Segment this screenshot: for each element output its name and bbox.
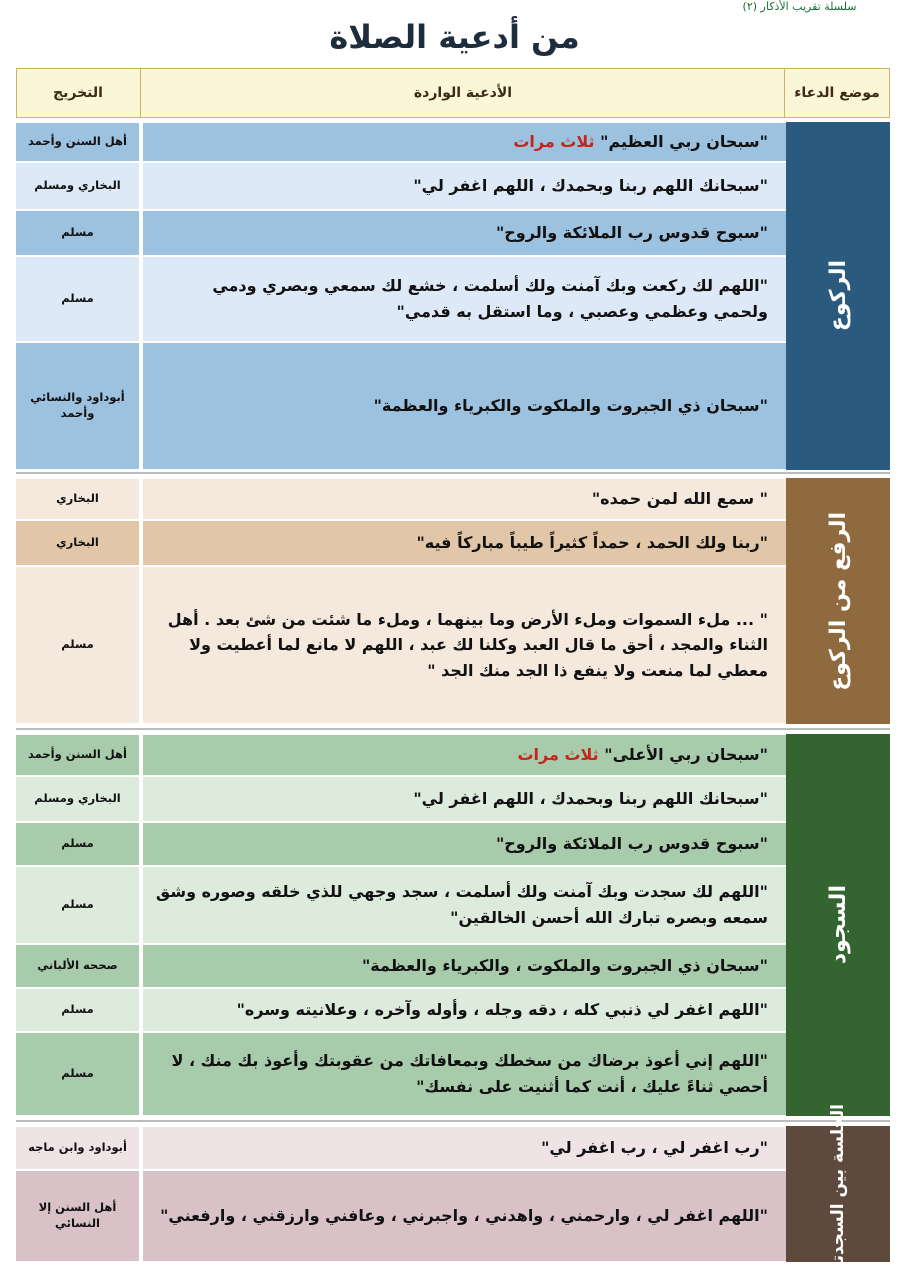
table-row bbox=[16, 162, 786, 210]
source-text: البخاري ومسلم bbox=[16, 777, 139, 821]
source-text: أهل السنن وأحمد bbox=[16, 123, 139, 161]
table-row bbox=[16, 776, 786, 822]
repeat-note: ثلاث مرات bbox=[513, 132, 595, 152]
dua-text: "اللهم إني أعوذ برضاك من سخطك وبمعافاتك من عقوبتك وأعوذ بك منك ، لا أحصي ثناءً عليك ، أنت كما أثنيت على نفسك" bbox=[143, 1033, 786, 1115]
dua-text: "سبحان ربي العظيم" ثلاث مرات bbox=[143, 123, 786, 161]
duas-table bbox=[16, 62, 890, 1284]
table-header bbox=[16, 68, 890, 118]
dua-text: " سمع الله لمن حمده" bbox=[143, 479, 786, 519]
dua-text: "رب اغفر لي ، رب اغفر لي" bbox=[143, 1127, 786, 1169]
section-label-ruku: الركوع bbox=[786, 122, 890, 470]
section-rising bbox=[16, 478, 890, 724]
source-text: مسلم bbox=[16, 823, 139, 865]
section-label-sitting: الجلسة بين السجدتين bbox=[786, 1126, 890, 1262]
table-row bbox=[16, 988, 786, 1032]
dua-text: "سبحان ذي الجبروت والملكوت ، والكبرياء والعظمة" bbox=[143, 945, 786, 987]
source-text: مسلم bbox=[16, 989, 139, 1031]
header-duas: الأدعية الواردة bbox=[140, 69, 785, 117]
dua-text: "اللهم اغفر لي ذنبي كله ، دقه وجله ، وأوله وآخره ، وعلانيته وسره" bbox=[143, 989, 786, 1031]
table-row bbox=[16, 566, 786, 724]
dua-text: "سبحانك اللهم ربنا وبحمدك ، اللهم اغفر لي" bbox=[143, 163, 786, 209]
source-text: البخاري bbox=[16, 521, 139, 565]
source-text: مسلم bbox=[16, 1033, 139, 1115]
table-row bbox=[16, 342, 786, 470]
table-row bbox=[16, 944, 786, 988]
dua-text: "سبحان ذي الجبروت والملكوت والكبرياء والعظمة" bbox=[143, 343, 786, 469]
divider bbox=[16, 472, 890, 474]
table-row bbox=[16, 478, 786, 520]
source-text: أبوداود والنسائي وأحمد bbox=[16, 343, 139, 469]
dua-text: "سبحان ربي الأعلى" ثلاث مرات bbox=[143, 735, 786, 775]
table-row bbox=[16, 734, 786, 776]
divider bbox=[16, 728, 890, 730]
table-row bbox=[16, 210, 786, 256]
section-sitting bbox=[16, 1104, 890, 1284]
dua-text: "اللهم لك ركعت وبك آمنت ولك أسلمت ، خشع لك سمعي وبصري ودمي ولحمي وعظمي وعصبي ، وما استقل به قدمي" bbox=[143, 257, 786, 341]
table-row bbox=[16, 1032, 786, 1116]
section-label-rising: الرفع من الركوع bbox=[786, 478, 890, 724]
table-row bbox=[16, 822, 786, 866]
source-text: مسلم bbox=[16, 867, 139, 943]
table-row bbox=[16, 256, 786, 342]
table-row bbox=[16, 520, 786, 566]
table-row bbox=[16, 866, 786, 944]
header-position: موضع الدعاء bbox=[784, 69, 889, 117]
dua-text: "سبحانك اللهم ربنا وبحمدك ، اللهم اغفر لي" bbox=[143, 777, 786, 821]
dua-text: "سبوح قدوس رب الملائكة والروح" bbox=[143, 211, 786, 255]
repeat-note: ثلاث مرات bbox=[517, 745, 599, 765]
source-text: مسلم bbox=[16, 567, 139, 723]
source-text: صححه الألباني bbox=[16, 945, 139, 987]
divider bbox=[16, 1120, 890, 1122]
source-text: مسلم bbox=[16, 257, 139, 341]
dua-text: "اللهم لك سجدت وبك آمنت ولك أسلمت ، سجد وجهي للذي خلقه وصوره وشق سمعه وبصره تبارك الله أحسن الخالقين" bbox=[143, 867, 786, 943]
dua-text: "اللهم اغفر لي ، وارحمني ، واهدني ، واجبرني ، وعافني وارزقني ، وارفعني" bbox=[143, 1171, 786, 1261]
dua-text: " ... ملء السموات وملء الأرض وما بينهما ، وملء ما شئت من شئ بعد . أهل الثناء والمجد ، أحق ما قال العبد وكلنا لك عبد ، اللهم لا مانع لما أعطيت ولا معطي لما منعت ولا ينفع ذا الجد منك الجد " bbox=[143, 567, 786, 723]
section-sujood bbox=[16, 734, 890, 1116]
source-text: البخاري bbox=[16, 479, 139, 519]
source-text: أهل السنن إلا النسائي bbox=[16, 1171, 139, 1261]
page-title: من أدعية الصلاة bbox=[329, 18, 580, 56]
source-text: البخاري ومسلم bbox=[16, 163, 139, 209]
source-text: مسلم bbox=[16, 211, 139, 255]
table-row bbox=[16, 122, 786, 162]
section-ruku bbox=[16, 122, 890, 470]
source-text: أهل السنن وأحمد bbox=[16, 735, 139, 775]
table-row bbox=[16, 1170, 786, 1262]
series-label: سلسلة تقريب الأذكار (٢) bbox=[742, 0, 857, 13]
dua-text: "سبوح قدوس رب الملائكة والروح" bbox=[143, 823, 786, 865]
dua-text: "ربنا ولك الحمد ، حمداً كثيراً طيباً مباركاً فيه" bbox=[143, 521, 786, 565]
header-source: التخريج bbox=[53, 85, 103, 101]
section-label-sujood: السجود bbox=[786, 734, 890, 1116]
source-text: أبوداود وابن ماجه bbox=[16, 1127, 139, 1169]
table-row bbox=[16, 1126, 786, 1170]
